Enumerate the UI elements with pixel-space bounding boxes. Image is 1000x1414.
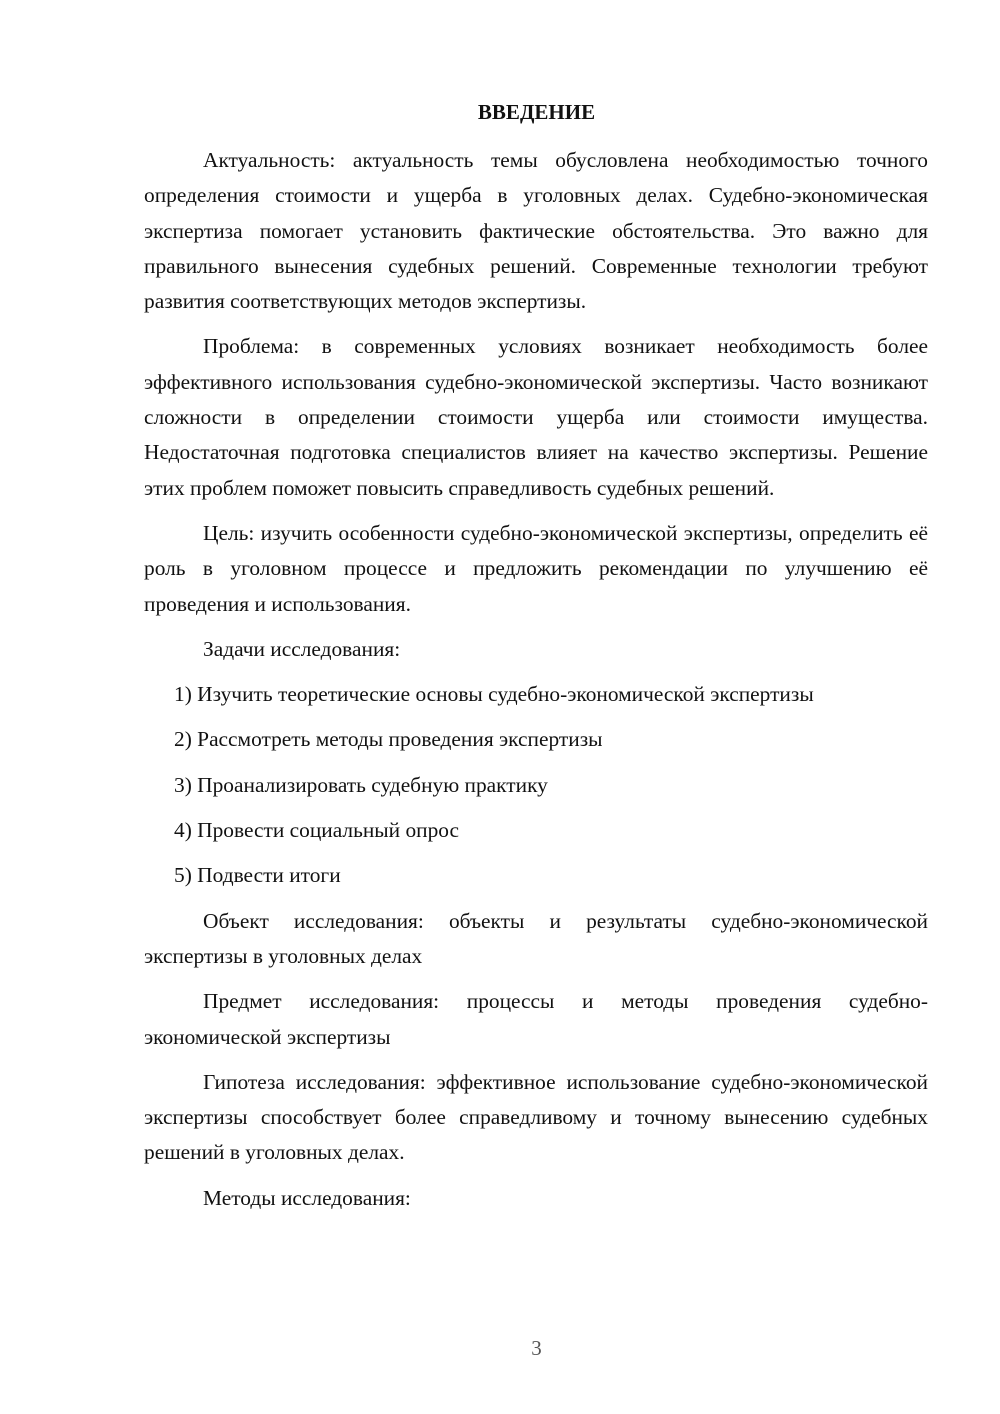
page-title: ВВЕДЕНИЕ [477,100,596,124]
hypothesis-paragraph: Гипотеза исследования: эффективное использование судебно-экономической экспертизы способствует более справедливому и точному вынесению судебных решений в уголовных делах. [144,1069,928,1165]
subject-paragraph: Предмет исследования: процессы и методы проведения судебно-экономической экспертизы [144,989,928,1049]
page-number: 3 [531,1336,542,1360]
tasks-heading: Задачи исследования: [203,636,401,661]
object-paragraph: Объект исследования: объекты и результаты судебно-экономической экспертизы в уголовных делах [144,908,928,968]
methods-heading: Методы исследования: [203,1185,411,1210]
problem-paragraph: Проблема: в современных условиях возникает необходимость более эффективного использования судебно-экономической экспертизы. Часто возникают сложности в определении стоимости ущерба или стоимости имущества. Недостаточная подготовка специалистов влияет на качество экспертизы. Решение этих проблем поможет повысить справедливость судебных решений. [144,334,928,500]
main-content [144,143,928,1226]
task-item: 5) Подвести итоги [174,863,341,888]
task-item: 1) Изучить теоретические основы судебно-экономической экспертизы [174,682,814,707]
goal-paragraph: Цель: изучить особенности судебно-экономической экспертизы, определить её роль в уголовном процессе и предложить рекомендации по улучшению её проведения и использования. [144,520,928,616]
task-item: 2) Рассмотреть методы проведения экспертизы [174,727,603,752]
task-item: 3) Проанализировать судебную практику [174,772,548,797]
task-item: 4) Провести социальный опрос [174,818,460,843]
relevance-paragraph: Актуальность: актуальность темы обусловлена необходимостью точного определения стоимости и ущерба в уголовных делах. Судебно-экономическая экспертиза помогает установить фактические обстоятельства. Это важно для правильного вынесения судебных решений. Современные технологии требуют развития соответствующих методов экспертизы. [144,148,928,314]
